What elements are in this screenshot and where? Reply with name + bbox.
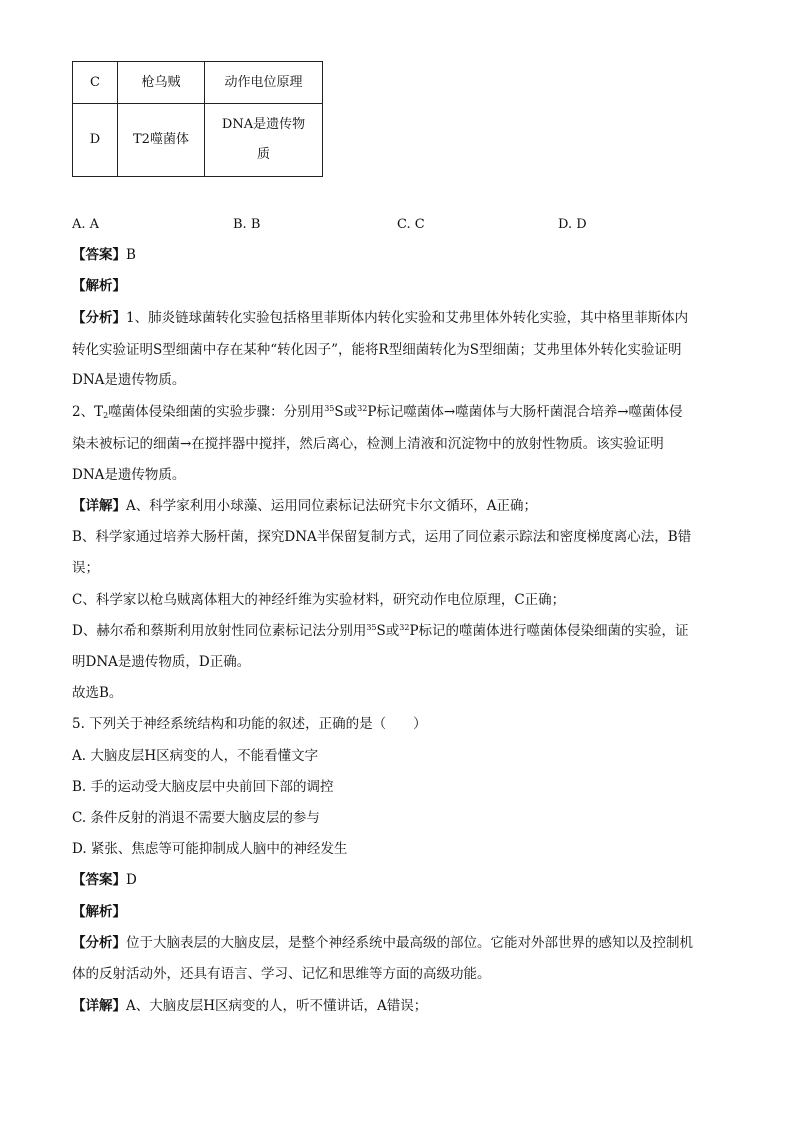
table-cell-material: 枪乌贼 <box>118 62 205 104</box>
choice-c: C. C <box>397 217 425 232</box>
paragraph-text: A、大脑皮层H区病变的人，听不懂讲话，A错误； <box>126 998 428 1014</box>
q4-fenxi-line-3: DNA是遗传物质。 <box>72 372 186 388</box>
q4-detail-line-5 <box>72 621 689 641</box>
fenxi-tag: 【分析】 <box>72 310 126 326</box>
q4-fenxi-line-6: DNA是遗传物质。 <box>72 467 186 483</box>
q4-detail-line-4: C、科学家以枪乌贼离体粗大的神经纤维为实验材料，研究动作电位原理，C正确； <box>72 592 566 608</box>
text-run: P标记的噬菌体进行噬菌体侵染细菌的实验，证 <box>409 623 689 639</box>
superscript: 35 <box>366 623 377 632</box>
text-run: 2、T <box>72 404 104 420</box>
detail-tag: 【详解】 <box>72 998 126 1014</box>
q4-detail-line-6: 明DNA是遗传物质，D正确。 <box>72 654 251 670</box>
q4-fenxi-line-4 <box>72 402 683 422</box>
text-run: S或 <box>376 623 400 639</box>
choice-b: B. B <box>233 217 261 232</box>
q4-detail-line-3: 误； <box>72 560 99 576</box>
q4-fenxi-line-5: 染未被标记的细菌→在搅拌器中搅拌，然后离心，检测上清液和沉淀物中的放射性物质。该实验证明 <box>72 436 664 452</box>
q5-fenxi-line-2: 体的反射活动外，还具有语言、学习、记忆和思维等方面的高级功能。 <box>72 966 491 982</box>
q5-detail-line-1 <box>72 996 427 1016</box>
paragraph-text: 1、肺炎链球菌转化实验包括格里菲斯体内转化实验和艾弗里体外转化实验，其中格里菲斯体内 <box>126 310 689 326</box>
q5-option-d: D. 紧张、焦虑等可能抑制成人脑中的神经发生 <box>72 841 348 857</box>
q5-analysis-tag <box>72 902 126 922</box>
option-table <box>72 61 323 177</box>
table-row <box>73 104 323 177</box>
table-row <box>73 62 323 104</box>
table-cell-principle <box>205 104 323 177</box>
table-cell-letter: D <box>73 104 118 177</box>
q5-answer-line <box>72 870 137 890</box>
answer-value: B <box>126 247 136 263</box>
answer-tag: 【答案】 <box>72 247 126 263</box>
subscript: 2 <box>103 411 109 420</box>
answer-value: D <box>126 872 137 888</box>
q4-fenxi-line-1 <box>72 308 688 328</box>
q5-fenxi-line-1 <box>72 933 693 953</box>
answer-tag: 【答案】 <box>72 872 126 888</box>
text-run: 噬菌体侵染细菌的实验步骤：分别用 <box>108 404 325 420</box>
q5-option-a: A. 大脑皮层H区病变的人，不能看懂文字 <box>72 748 319 764</box>
table-cell-letter: C <box>73 62 118 104</box>
q4-analysis-tag <box>72 276 126 296</box>
table-cell-material: T2噬菌体 <box>118 104 205 177</box>
q4-answer-line <box>72 245 136 265</box>
analysis-tag: 【解析】 <box>72 278 126 294</box>
table-cell-principle: 动作电位原理 <box>205 62 323 104</box>
q5-option-c: C. 条件反射的消退不需要大脑皮层的参与 <box>72 810 320 826</box>
choice-a: A. A <box>72 217 100 232</box>
q5-option-b: B. 手的运动受大脑皮层中央前回下部的调控 <box>72 779 334 795</box>
q5-stem: 5. 下列关于神经系统结构和功能的叙述，正确的是（ ） <box>72 716 427 732</box>
text-run: P标记噬菌体→噬菌体与大肠杆菌混合培养→噬菌体侵 <box>367 404 683 420</box>
superscript: 35 <box>324 404 335 413</box>
q4-fenxi-line-2: 转化实验证明S型细菌中存在某种“转化因子”，能将R型细菌转化为S型细菌；艾弗里体外转化实验证明 <box>72 342 682 358</box>
paragraph-text: 位于大脑表层的大脑皮层，是整个神经系统中最高级的部位。它能对外部世界的感知以及控制机 <box>126 935 693 951</box>
text-run: D、赫尔希和蔡斯利用放射性同位素标记法分别用 <box>72 623 367 639</box>
q4-detail-line-2: B、科学家通过培养大肠杆菌，探究DNA半保留复制方式，运用了同位素示踪法和密度梯度离心法，B错 <box>72 529 692 545</box>
superscript: 32 <box>399 623 410 632</box>
analysis-tag: 【解析】 <box>72 904 126 920</box>
q4-detail-line-1 <box>72 496 537 516</box>
fenxi-tag: 【分析】 <box>72 935 126 951</box>
choice-d: D. D <box>558 217 587 232</box>
text-run: S或 <box>334 404 358 420</box>
q4-conclusion: 故选B。 <box>72 685 123 701</box>
paragraph-text: A、科学家利用小球藻、运用同位素标记法研究卡尔文循环，A正确； <box>126 498 537 514</box>
detail-tag: 【详解】 <box>72 498 126 514</box>
superscript: 32 <box>357 404 368 413</box>
principle-line-1: DNA是遗传物 <box>221 117 306 132</box>
principle-line-2: 质 <box>256 147 270 162</box>
